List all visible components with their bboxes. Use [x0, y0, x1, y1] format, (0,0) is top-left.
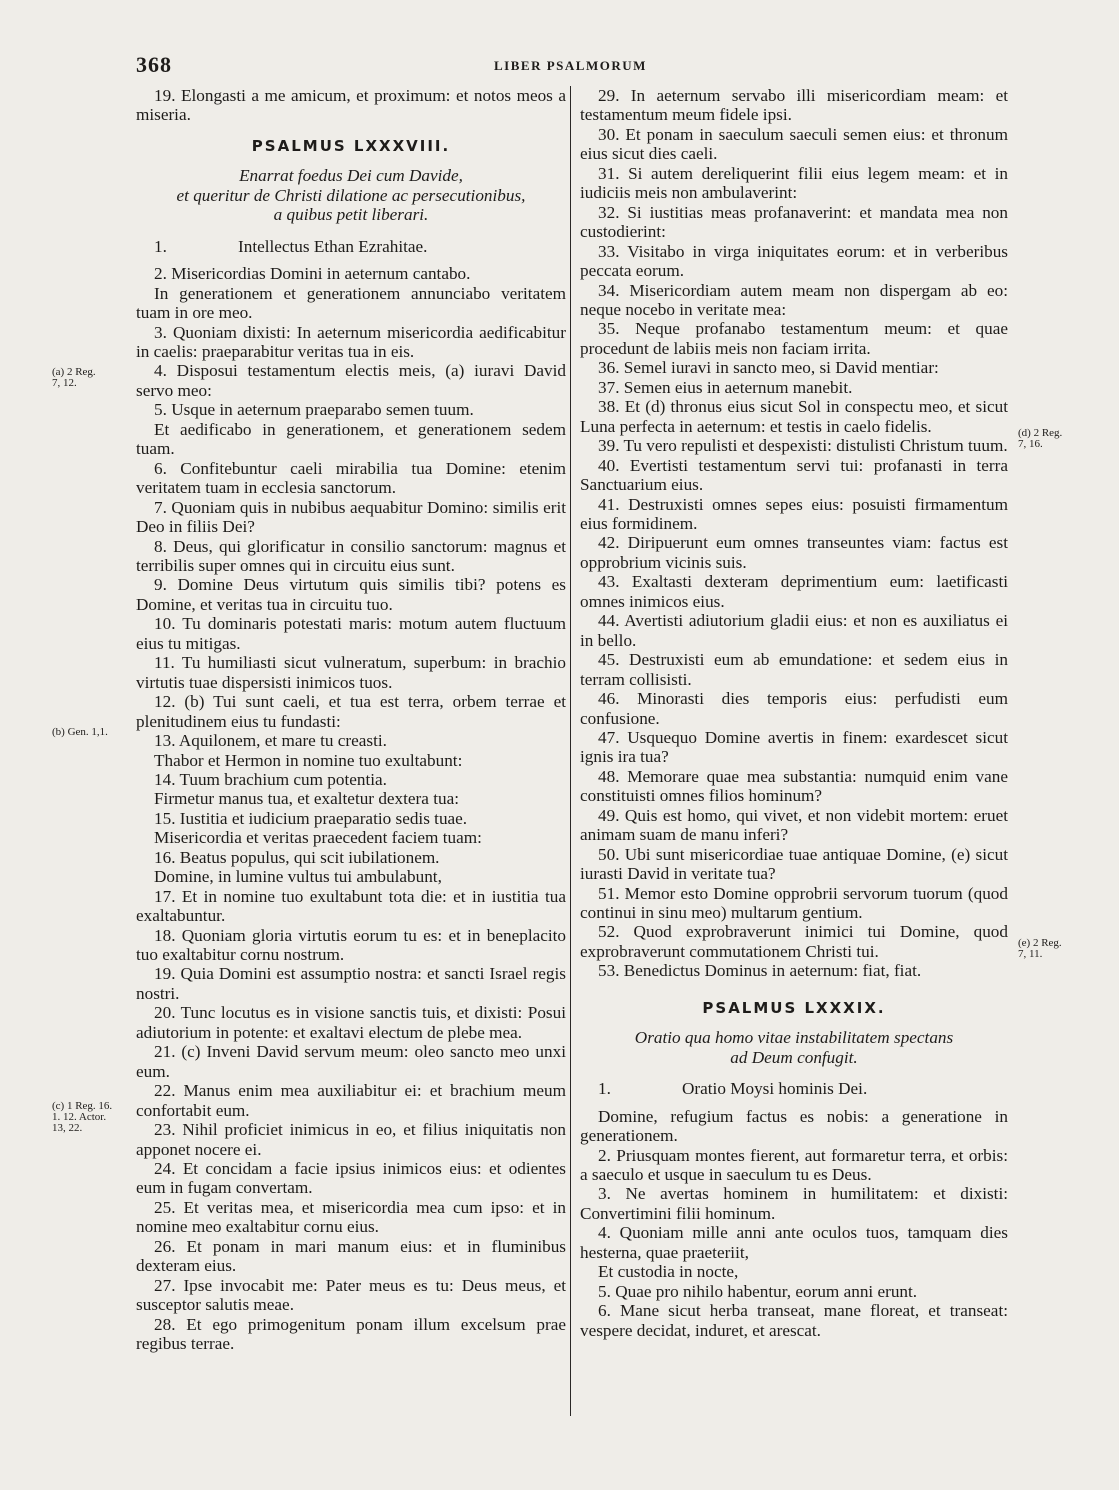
verse: 19. Elongasti a me amicum, et proximum: et notos meos a miseria.: [136, 86, 566, 125]
verse: Domine, in lumine vultus tui ambulabunt,: [154, 867, 442, 887]
verse: 6. Mane sicut herba transeat, mane floreat, et transeat: vespere decidat, induret, et arescat.: [580, 1301, 1008, 1340]
verse: 42. Diripuerunt eum omnes transeuntes viam: factus est opprobrium vicinis suis.: [580, 533, 1008, 572]
verse: 19. Quia Domini est assumptio nostra: et sancti Israel regis nostri.: [136, 964, 566, 1003]
verse: 20. Tunc locutus es in visione sanctis tuis, et dixisti: Posui adiutorium in potente: et exaltavi electum de plebe mea.: [136, 1003, 566, 1042]
verse: Et custodia in nocte,: [598, 1262, 739, 1282]
verse: 28. Et ego primogenitum ponam illum excelsum prae regibus terrae.: [136, 1314, 566, 1354]
verse: 22. Manus enim mea auxiliabitur ei: et brachium meum confortabit eum.: [136, 1081, 566, 1120]
verse: 27. Ipse invocabit me: Pater meus es tu: Deus meus, et susceptor salutis meae.: [136, 1275, 566, 1315]
verse-list: [580, 1107, 1008, 1340]
verse: 12. (b) Tui sunt caeli, et tua est terra, orbem terrae et plenitudinem eius tu fundasti:: [136, 692, 566, 731]
verse: 7. Quoniam quis in nubibus aequabitur Domino: similis erit Deo in filiis Dei?: [136, 497, 566, 537]
verse: 2. Misericordias Domini in aeternum cantabo.: [154, 264, 471, 284]
column-divider: [570, 86, 571, 1416]
verse: 33. Visitabo in virga iniquitates eorum: et in verberibus peccata eorum.: [580, 241, 1008, 281]
verse: Firmetur manus tua, et exaltetur dextera tua:: [154, 789, 459, 809]
verse: Thabor et Hermon in nomine tuo exultabunt:: [154, 750, 463, 770]
margin-note-line: (c) 1 Reg. 16.: [52, 1100, 113, 1112]
verse: Domine, refugium factus es nobis: a generatione in generationem.: [580, 1106, 1008, 1146]
margin-note-line: (b) Gen. 1,1.: [52, 726, 108, 738]
psalm-summary-line: Oratio qua homo vitae instabilitatem spectans: [634, 1028, 954, 1048]
left-column: [136, 86, 566, 1354]
verse: 53. Benedictus Dominus in aeternum: fiat, fiat.: [598, 961, 922, 981]
verse: Misericordia et veritas praecedent faciem tuam:: [154, 828, 482, 848]
verse: 29. In aeternum servabo illi misericordiam meam: et testamentum meum fidele ipsi.: [580, 86, 1008, 125]
psalm-superscription: [580, 1079, 1008, 1098]
verse: 43. Exaltasti dexteram deprimentium eum: laetificasti omnes inimicos eius.: [580, 572, 1008, 611]
verse: 47. Usquequo Domine avertis in finem: exardescet sicut ignis ira tua?: [580, 727, 1008, 767]
verse: 2. Priusquam montes fierent, aut formaretur terra, et orbis: a saeculo et usque in saeculum tu es Deus.: [580, 1145, 1008, 1185]
verse: 15. Iustitia et iudicium praeparatio sedis tuae.: [154, 808, 468, 828]
verse: 25. Et veritas mea, et misericordia mea cum ipso: et in nomine meo exaltabitur cornu eius.: [136, 1197, 566, 1237]
verse: 9. Domine Deus virtutum quis similis tibi? potens es Domine, et veritas tua in circuitu tuo.: [136, 575, 566, 614]
superscription-text: Intellectus Ethan Ezrahitae.: [238, 236, 428, 256]
verse: 37. Semen eius in aeternum manebit.: [598, 377, 853, 397]
psalm-title: PSALMUS LXXXVIII.: [251, 136, 451, 155]
verse: 21. (c) Inveni David servum meum: oleo sancto meo unxi eum.: [136, 1042, 566, 1081]
verse: Et aedificabo in generationem, et generationem sedem tuam.: [136, 419, 566, 459]
verse: 51. Memor esto Domine opprobrii servorum tuorum (quod continui in sinu meo) multarum gentium.: [580, 883, 1008, 923]
verse: 32. Si iustitias meas profanaverint: et mandata mea non custodierint:: [580, 202, 1008, 242]
verse: 24. Et concidam a facie ipsius inimicos eius: et odientes eum in fugam convertam.: [136, 1159, 566, 1198]
psalm-summary-line: et queritur de Christi dilatione ac persecutionibus,: [176, 185, 526, 205]
verse-list: [580, 86, 1008, 981]
margin-note-line: (a) 2 Reg.: [52, 366, 96, 378]
verse: 30. Et ponam in saeculum saeculi semen eius: et thronum eius sicut dies caeli.: [580, 124, 1008, 164]
verse: 11. Tu humiliasti sicut vulneratum, superbum: in brachio virtutis tuae dispersisti inimicos tuos.: [136, 653, 566, 692]
verse-list: [136, 264, 566, 1353]
verse: 8. Deus, qui glorificatur in consilio sanctorum: magnus et terribilis super omnes qui in circuitu eius sunt.: [136, 536, 566, 575]
verse: 4. Disposui testamentum electis meis, (a) iuravi David servo meo:: [136, 361, 566, 400]
superscription-text: Oratio Moysi hominis Dei.: [682, 1079, 868, 1099]
margin-note: [52, 727, 108, 738]
margin-note: [1018, 938, 1062, 960]
verse: 3. Quoniam dixisti: In aeternum misericordia aedificabitur in caelis: praeparabitur veritas tua in eis.: [136, 322, 566, 361]
verse: 5. Usque in aeternum praeparabo semen tuum.: [154, 400, 474, 420]
verse: 41. Destruxisti omnes sepes eius: posuisti firmamentum eius formidinem.: [580, 494, 1008, 533]
verse: 39. Tu vero repulisti et despexisti: distulisti Christum tuum.: [598, 436, 1008, 456]
verse: 31. Si autem dereliquerint filii eius legem meam: et in iudiciis meis non ambulaverint:: [580, 163, 1008, 203]
psalm-summary-line: Enarrat foedus Dei cum Davide,: [239, 166, 463, 186]
margin-note-line: 7, 11.: [1018, 948, 1043, 960]
margin-note-line: 13, 22.: [52, 1122, 83, 1134]
verse: 10. Tu dominaris potestati maris: motum autem fluctuum eius tu mitigas.: [136, 614, 566, 653]
margin-note-line: 1. 12. Actor.: [52, 1111, 107, 1123]
page-number: 368: [136, 52, 172, 77]
verse: 48. Memorare quae mea substantia: numquid enim vane constituisti omnes filios hominum?: [580, 766, 1008, 806]
psalm-summary-line: a quibus petit liberari.: [273, 205, 429, 225]
verse: 36. Semel iuravi in sancto meo, si David mentiar:: [598, 358, 939, 378]
margin-note-line: 7, 16.: [1018, 438, 1043, 450]
verse: 6. Confitebuntur caeli mirabilia tua Domine: etenim veritatem tuam in ecclesia sanctorum.: [136, 458, 566, 498]
right-column: [580, 86, 1008, 1340]
psalm-superscription: [136, 237, 566, 256]
verse: 44. Avertisti adiutorium gladii eius: et non es auxiliatus ei in bello.: [580, 611, 1008, 650]
verse-number: 1.: [598, 1079, 611, 1099]
psalm-title: PSALMUS LXXXIX.: [702, 998, 886, 1017]
verse: 52. Quod exprobraverunt inimici tui Domine, quod exprobraverunt commutationem Christi tui.: [580, 922, 1008, 961]
verse: 34. Misericordiam autem meam non dispergam ab eo: neque nocebo in veritate mea:: [580, 280, 1008, 319]
verse: 17. Et in nomine tuo exultabunt tota die: et in iustitia tua exaltabuntur.: [136, 886, 566, 926]
verse: 50. Ubi sunt misericordiae tuae antiquae Domine, (e) sicut iurasti David in veritate tua?: [580, 844, 1008, 884]
verse: 23. Nihil proficiet inimicus in eo, et filius iniquitatis non apponet nocere ei.: [136, 1120, 566, 1159]
verse: 49. Quis est homo, qui vivet, et non videbit mortem: eruet animam suam de manu inferi?: [580, 805, 1008, 845]
running-head: LIBER PSALMORUM: [494, 58, 647, 73]
margin-note-line: (d) 2 Reg.: [1018, 427, 1063, 439]
verse: 35. Neque profanabo testamentum meum: et quae procedunt de labiis meis non faciam irrita.: [580, 319, 1008, 358]
verse: 13. Aquilonem, et mare tu creasti.: [154, 731, 387, 751]
verse: 14. Tuum brachium cum potentia.: [154, 769, 387, 789]
verse-number: 1.: [154, 236, 167, 256]
margin-note-line: 7, 12.: [52, 377, 77, 389]
verse: 40. Evertisti testamentum servi tui: profanasti in terra Sanctuarium eius.: [580, 455, 1008, 495]
margin-note: [52, 367, 96, 389]
verse: 16. Beatus populus, qui scit iubilationem.: [154, 847, 440, 867]
verse: 5. Quae pro nihilo habentur, eorum anni erunt.: [598, 1281, 918, 1301]
psalm-summary-line: ad Deum confugit.: [730, 1047, 858, 1067]
verse: 26. Et ponam in mari manum eius: et in fluminibus dexteram eius.: [136, 1236, 566, 1276]
verse: 18. Quoniam gloria virtutis eorum tu es: et in beneplacito tuo exaltabitur cornu nostrum.: [136, 925, 566, 965]
verse: 4. Quoniam mille anni ante oculos tuos, tamquam dies hesterna, quae praeteriit,: [580, 1223, 1008, 1262]
margin-note: [1018, 428, 1062, 450]
margin-note: [52, 1101, 112, 1134]
verse: In generationem et generationem annunciabo veritatem tuam in ore meo.: [136, 283, 566, 323]
verse: 45. Destruxisti eum ab emundatione: et sedem eius in terram collisisti.: [580, 650, 1008, 689]
margin-note-line: (e) 2 Reg.: [1018, 937, 1062, 949]
verse: 38. Et (d) thronus eius sicut Sol in conspectu meo, et sicut Luna perfecta in aeternum: et testis in caelo fidelis.: [580, 397, 1008, 436]
verse: 3. Ne avertas hominem in humilitatem: et dixisti: Convertimini filii hominum.: [580, 1184, 1008, 1223]
verse: 46. Minorasti dies temporis eius: perfudisti eum confusione.: [580, 689, 1008, 728]
